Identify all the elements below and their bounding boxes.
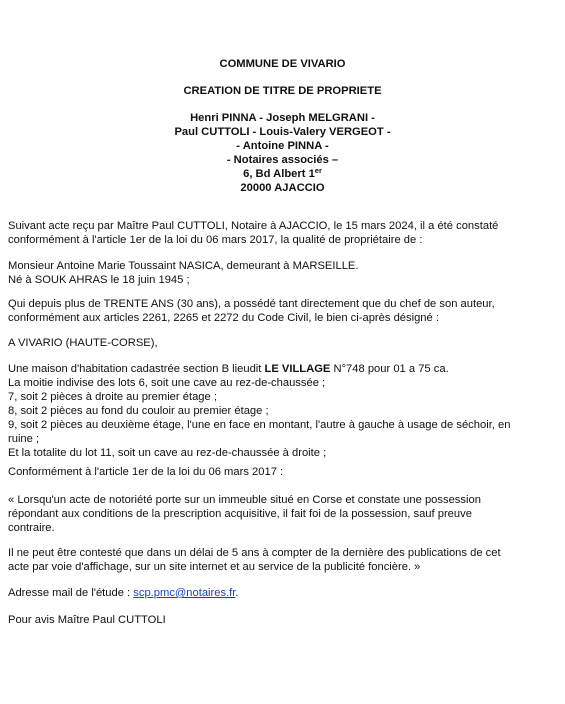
notaries-line-1: Henri PINNA - Joseph MELGRANI - bbox=[190, 112, 375, 124]
property-parcel: N°748 pour 01 a 75 ca. bbox=[330, 363, 449, 375]
property-intro: Une maison d'habitation cadastrée section B lieudit bbox=[8, 363, 265, 375]
paragraph-possession bbox=[8, 297, 558, 325]
signature-line: Pour avis Maître Paul CUTTOLI bbox=[8, 614, 166, 626]
email-label: Adresse mail de l'étude : bbox=[8, 587, 134, 599]
property-line-5: 9, soit 2 pièces au deuxième étage, l'une en face en montant, l'autre à gauche à usage de séchoir, en bbox=[8, 419, 511, 431]
deed-line-1: Suivant acte reçu par Maître Paul CUTTOLI, Notaire à AJACCIO, le 15 mars 2024, il a été constaté bbox=[8, 220, 499, 232]
commune-heading bbox=[0, 57, 565, 71]
owner-line-1: Monsieur Antoine Marie Toussaint NASICA, demeurant à MARSEILLE. bbox=[8, 260, 359, 272]
paragraph-location bbox=[8, 336, 558, 350]
email-line bbox=[8, 586, 558, 600]
notaries-line-4: - Notaires associés – bbox=[226, 154, 339, 166]
street-suffix: er bbox=[314, 166, 322, 175]
law-reference-line: Conformément à l'article 1er de la loi du 06 mars 2017 : bbox=[8, 466, 284, 478]
property-line-3: 7, soit 2 pièces à droite au premier étage ; bbox=[8, 391, 217, 403]
owner-line-2: Né à SOUK AHRAS le 18 juin 1945 ; bbox=[8, 274, 190, 286]
paragraph-quote bbox=[8, 493, 558, 535]
email-trailing-period: . bbox=[235, 587, 239, 599]
office-address-street bbox=[0, 167, 565, 181]
property-line-4: 8, soit 2 pièces au fond du couloir au premier étage ; bbox=[8, 405, 269, 417]
paragraph-deed bbox=[8, 219, 558, 247]
paragraph-contestation bbox=[8, 546, 558, 574]
office-address-city: 20000 AJACCIO bbox=[240, 182, 325, 194]
deed-line-2: conformément à l'article 1er de la loi du 06 mars 2017, la qualité de propriétaire de : bbox=[8, 234, 423, 246]
paragraph-owner bbox=[8, 259, 558, 287]
email-paragraph bbox=[8, 586, 558, 600]
quote-line-3: contraire. bbox=[8, 522, 55, 534]
location-line: A VIVARIO (HAUTE-CORSE), bbox=[8, 337, 158, 349]
property-line-6: ruine ; bbox=[8, 433, 40, 445]
possession-line-1: Qui depuis plus de TRENTE ANS (30 ans), a possédé tant directement que du chef de son auteur, bbox=[8, 298, 495, 310]
quote-line-2: répondant aux conditions de la prescription acquisitive, il fait foi de la possession, sauf preuve bbox=[8, 508, 472, 520]
property-line-2: La moitie indivise des lots 6, soit une cave au rez-de-chaussée ; bbox=[8, 377, 326, 389]
signature-paragraph bbox=[8, 613, 558, 627]
contestation-line-2: acte par voie d'affichage, sur un site internet et au service de la publicité foncière. » bbox=[8, 561, 421, 573]
property-line-7: Et la totalite du lot 11, soit un cave au rez-de-chaussée à droite ; bbox=[8, 447, 327, 459]
paragraph-law-reference bbox=[8, 465, 558, 479]
contestation-line-1: Il ne peut être contesté que dans un délai de 5 ans à compter de la dernière des publications de cet bbox=[8, 547, 501, 559]
property-lieudit: LE VILLAGE bbox=[264, 363, 331, 375]
notaries-block bbox=[0, 111, 565, 195]
email-link[interactable]: scp.pmc@notaires.fr bbox=[133, 587, 236, 599]
property-line-1 bbox=[8, 362, 558, 376]
quote-line-1: « Lorsqu'un acte de notoriété porte sur un immeuble situé en Corse et constate une possession bbox=[8, 494, 481, 506]
commune-name: COMMUNE DE VIVARIO bbox=[219, 58, 346, 70]
street-text: 6, Bd Albert 1 bbox=[243, 168, 315, 180]
possession-line-2: conformément aux articles 2261, 2265 et 2272 du Code Civil, le bien ci-après désigné : bbox=[8, 312, 439, 324]
notaries-line-3: - Antoine PINNA - bbox=[236, 140, 329, 152]
notaries-line-2: Paul CUTTOLI - Louis-Valery VERGEOT - bbox=[174, 126, 391, 138]
document-title bbox=[0, 84, 565, 98]
paragraph-property bbox=[8, 362, 558, 460]
title-text: CREATION DE TITRE DE PROPRIETE bbox=[183, 85, 382, 97]
